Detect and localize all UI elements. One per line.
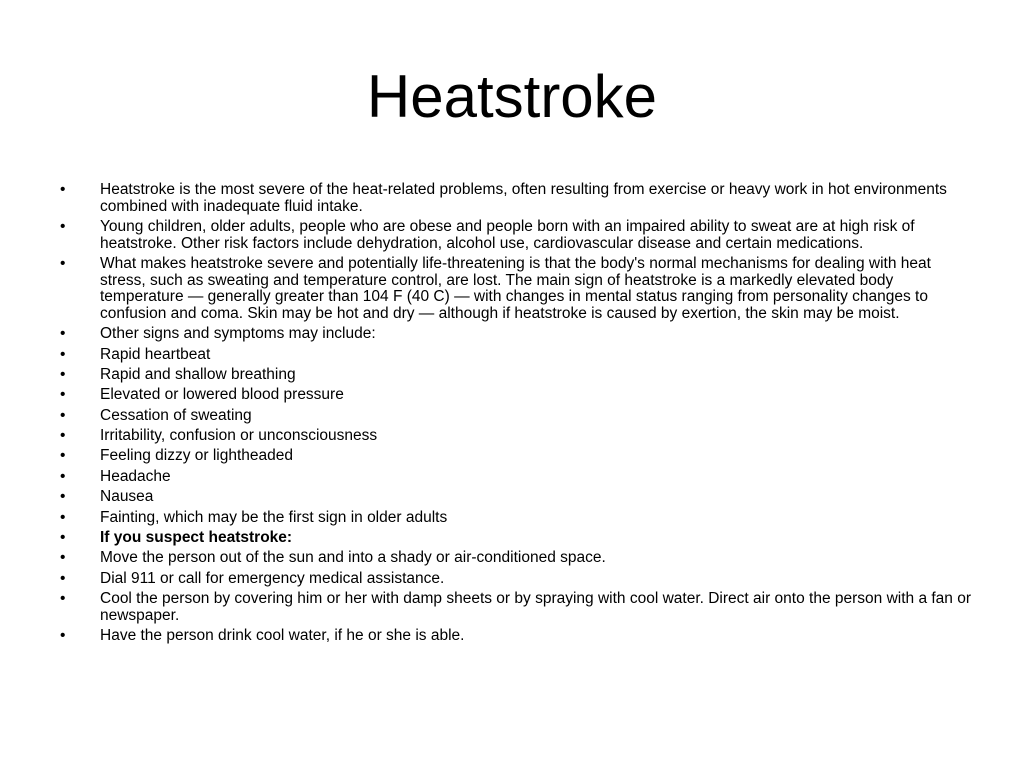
bullet-text: What makes heatstroke severe and potentially life-threatening is that the body's normal mechanisms for dealing with heat stress, such as sweating and temperature control, are lost. The main sign of heatstroke is a markedly elevated body temperature — generally greater than 104 F (40 C) — with changes in mental status ranging from personality changes to confusion and coma. Skin may be hot and dry — although if heatstroke is caused by exertion, the skin may be moist. (100, 254, 931, 322)
bullet-text: Feeling dizzy or lightheaded (100, 447, 294, 465)
bullet-text: Cessation of sweating (100, 406, 252, 424)
bullet-item (60, 628, 972, 645)
bullet-dot: • (60, 181, 66, 198)
bullet-item (60, 591, 972, 624)
bullet-item (60, 408, 972, 425)
bullet-dot: • (60, 508, 66, 526)
bullet-text: Irritability, confusion or unconsciousness (100, 427, 378, 445)
bullet-item (60, 448, 972, 465)
bullet-item (60, 550, 972, 567)
bullet-item (60, 256, 972, 322)
bullet-dot: • (60, 627, 66, 645)
bullet-dot: • (60, 254, 66, 272)
bullet-text: Rapid heartbeat (100, 345, 211, 363)
bullet-item (60, 469, 972, 486)
bullet-text: Rapid and shallow breathing (100, 365, 296, 383)
bullet-dot: • (60, 447, 66, 465)
slide-title: Heatstroke (366, 63, 658, 130)
bullet-text: Heatstroke is the most severe of the heat-related problems, often resulting from exercise or heavy work in hot environments combined with inadequate fluid intake. (100, 181, 947, 215)
bullet-dot: • (60, 386, 66, 404)
bullet-item (60, 510, 972, 527)
bullet-dot: • (60, 406, 66, 424)
bullet-dot: • (60, 467, 66, 485)
bullet-item (60, 387, 972, 404)
bullet-list (60, 182, 972, 649)
bullet-text: Nausea (100, 488, 154, 506)
bullet-text: Fainting, which may be the first sign in older adults (100, 508, 448, 526)
bullet-text: Other signs and symptoms may include: (100, 325, 376, 343)
bullet-item (60, 489, 972, 506)
bullet-text: Young children, older adults, people who are obese and people born with an impaired ability to sweat are at high risk of heatstroke. Other risk factors include dehydration, alcohol use, cardiovascular disease and certain medications. (100, 217, 915, 252)
bullet-dot: • (60, 217, 66, 235)
bullet-dot: • (60, 529, 66, 547)
bullet-text: If you suspect heatstroke: (100, 529, 293, 547)
bullet-dot: • (60, 549, 66, 567)
bullet-dot: • (60, 488, 66, 506)
bullet-item (60, 530, 972, 547)
bullet-item (60, 428, 972, 445)
bullet-item (60, 326, 972, 343)
bullet-item (60, 347, 972, 364)
bullet-text: Headache (100, 467, 171, 485)
bullet-dot: • (60, 325, 66, 343)
bullet-item (60, 367, 972, 384)
bullet-text: Move the person out of the sun and into a shady or air-conditioned space. (100, 549, 606, 567)
bullet-text: Dial 911 or call for emergency medical assistance. (100, 569, 445, 587)
bullet-dot: • (60, 590, 66, 608)
bullet-text: Have the person drink cool water, if he or she is able. (100, 627, 465, 645)
bullet-item (60, 571, 972, 588)
bullet-dot: • (60, 569, 66, 587)
bullet-text: Elevated or lowered blood pressure (100, 386, 344, 404)
bullet-dot: • (60, 365, 66, 383)
bullet-dot: • (60, 345, 66, 363)
bullet-item (60, 182, 972, 215)
bullet-text: Cool the person by covering him or her with damp sheets or by spraying with cool water. Direct air onto the person with a fan or newspaper. (100, 590, 972, 624)
bullet-dot: • (60, 427, 66, 445)
bullet-item (60, 219, 972, 252)
